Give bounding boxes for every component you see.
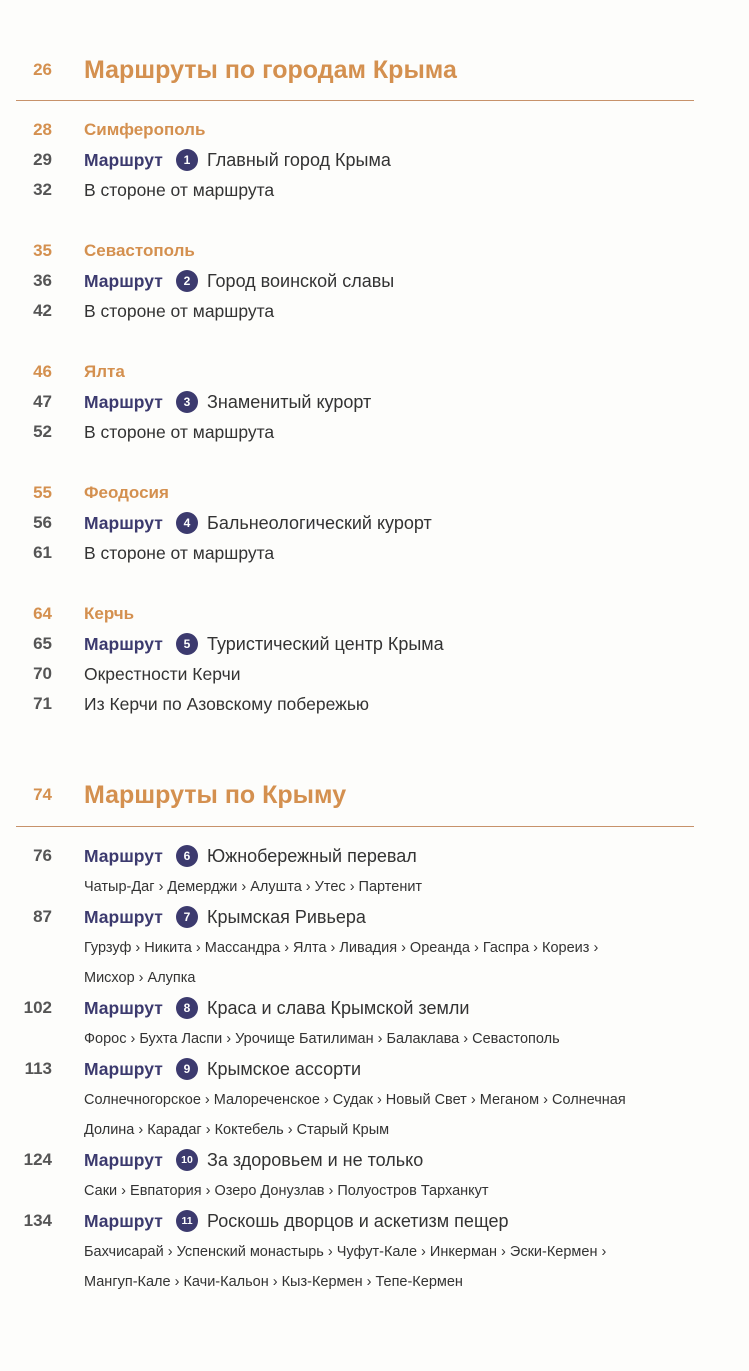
route-number-badge: 2 <box>176 270 198 292</box>
route-title: Знаменитый курорт <box>207 392 372 412</box>
page-number: 28 <box>33 120 52 139</box>
route-title: Южнобережный перевал <box>207 846 417 866</box>
route-label: Маршрут <box>84 1211 163 1231</box>
route-title: Главный город Крыма <box>207 150 391 170</box>
route-stops: Мангуп-Кале › Качи-Кальон › Кыз-Кермен › Тепе-Кермен <box>84 1274 463 1290</box>
route-title: Бальнеологический курорт <box>207 513 432 533</box>
route-row <box>0 841 749 871</box>
entry-row <box>0 417 749 447</box>
stops-row <box>0 1085 749 1115</box>
route-title: Роскошь дворцов и аскетизм пещер <box>207 1211 509 1231</box>
route-stops: Мисхор › Алупка <box>84 970 196 986</box>
route-number-badge: 8 <box>176 997 198 1019</box>
route-number-badge: 11 <box>176 1210 198 1232</box>
page-number: 26 <box>33 60 52 79</box>
route-row <box>0 993 749 1023</box>
page-number: 102 <box>23 998 52 1017</box>
city-name: Керчь <box>84 604 135 623</box>
stops-row <box>0 1237 749 1267</box>
stops-row <box>0 1267 749 1297</box>
city-row <box>0 357 749 387</box>
route-number-badge: 3 <box>176 391 198 413</box>
stops-row <box>0 1176 749 1206</box>
city-name: Ялта <box>84 362 125 381</box>
stops-row <box>0 1024 749 1054</box>
divider <box>16 100 694 101</box>
page-number: 76 <box>33 846 52 865</box>
city-row <box>0 599 749 629</box>
page-number: 64 <box>33 604 52 623</box>
route-stops: Чатыр-Даг › Демерджи › Алушта › Утес › Партенит <box>84 879 423 895</box>
route-title: Краса и слава Крымской земли <box>207 998 470 1018</box>
page-number: 36 <box>33 271 52 290</box>
entry-text: Окрестности Керчи <box>84 664 241 684</box>
route-row <box>0 508 749 538</box>
entry-text: В стороне от маршрута <box>84 301 275 321</box>
route-row <box>0 629 749 659</box>
route-number-badge: 4 <box>176 512 198 534</box>
entry-row <box>0 296 749 326</box>
route-stops: Форос › Бухта Ласпи › Урочище Батилиман › Балаклава › Севастополь <box>84 1031 560 1047</box>
section-header <box>0 777 749 813</box>
city-row <box>0 478 749 508</box>
route-title: Город воинской славы <box>207 271 395 291</box>
route-stops: Гурзуф › Никита › Массандра › Ялта › Ливадия › Ореанда › Гаспра › Кореиз › <box>84 940 599 956</box>
page-number: 87 <box>33 907 52 926</box>
entry-row <box>0 175 749 205</box>
route-row <box>0 387 749 417</box>
route-label: Маршрут <box>84 1150 163 1170</box>
route-row <box>0 1145 749 1175</box>
page-number: 134 <box>23 1211 52 1230</box>
stops-row <box>0 872 749 902</box>
route-stops: Солнечногорское › Малореченское › Судак › Новый Свет › Меганом › Солнечная <box>84 1092 626 1108</box>
section-title: Маршруты по Крыму <box>84 781 347 809</box>
route-title: Туристический центр Крыма <box>207 634 444 654</box>
divider <box>16 826 694 827</box>
route-stops: Долина › Карадаг › Коктебель › Старый Крым <box>84 1122 390 1138</box>
page-number: 124 <box>23 1150 52 1169</box>
section-header <box>0 52 749 88</box>
route-stops: Саки › Евпатория › Озеро Донузлав › Полуостров Тарханкут <box>84 1183 489 1199</box>
page-number: 113 <box>24 1059 52 1078</box>
route-number-badge: 5 <box>176 633 198 655</box>
page-number: 35 <box>33 241 52 260</box>
city-name: Феодосия <box>84 483 169 502</box>
page-number: 55 <box>33 483 52 502</box>
route-label: Маршрут <box>84 150 163 170</box>
page-number: 61 <box>33 543 52 562</box>
route-number-badge: 6 <box>176 845 198 867</box>
page-number: 74 <box>33 785 52 804</box>
entry-row <box>0 538 749 568</box>
route-label: Маршрут <box>84 271 163 291</box>
route-row <box>0 902 749 932</box>
page-number: 71 <box>33 694 52 713</box>
page-number: 70 <box>33 664 52 683</box>
route-number-badge: 10 <box>176 1149 198 1171</box>
page-number: 46 <box>33 362 52 381</box>
entry-text: В стороне от маршрута <box>84 422 275 442</box>
route-label: Маршрут <box>84 513 163 533</box>
route-label: Маршрут <box>84 907 163 927</box>
entry-row <box>0 659 749 689</box>
route-title: Крымская Ривьера <box>207 907 366 927</box>
entry-text: В стороне от маршрута <box>84 180 275 200</box>
entry-text: В стороне от маршрута <box>84 543 275 563</box>
route-row <box>0 1054 749 1084</box>
route-label: Маршрут <box>84 998 163 1018</box>
section-title: Маршруты по городам Крыма <box>84 56 457 84</box>
route-number-badge: 7 <box>176 906 198 928</box>
entry-text: Из Керчи по Азовскому побережью <box>84 694 370 714</box>
city-name: Севастополь <box>84 241 195 260</box>
route-row <box>0 1206 749 1236</box>
route-label: Маршрут <box>84 1059 163 1079</box>
stops-row <box>0 1115 749 1145</box>
page-number: 56 <box>33 513 52 532</box>
route-label: Маршрут <box>84 846 163 866</box>
city-row <box>0 115 749 145</box>
route-title: За здоровьем и не только <box>207 1150 424 1170</box>
route-stops: Бахчисарай › Успенский монастырь › Чуфут-Кале › Инкерман › Эски-Кермен › <box>84 1244 607 1260</box>
page-number: 42 <box>33 301 52 320</box>
route-row <box>0 145 749 175</box>
route-label: Маршрут <box>84 392 163 412</box>
route-title: Крымское ассорти <box>207 1059 362 1079</box>
route-row <box>0 266 749 296</box>
route-number-badge: 1 <box>176 149 198 171</box>
page-number: 52 <box>33 422 52 441</box>
page-number: 47 <box>33 392 52 411</box>
route-number-badge: 9 <box>176 1058 198 1080</box>
page-number: 65 <box>33 634 52 653</box>
stops-row <box>0 963 749 993</box>
city-name: Симферополь <box>84 120 206 139</box>
page-number: 29 <box>33 150 52 169</box>
page-number: 32 <box>33 180 52 199</box>
city-row <box>0 236 749 266</box>
entry-row <box>0 689 749 719</box>
route-label: Маршрут <box>84 634 163 654</box>
stops-row <box>0 933 749 963</box>
